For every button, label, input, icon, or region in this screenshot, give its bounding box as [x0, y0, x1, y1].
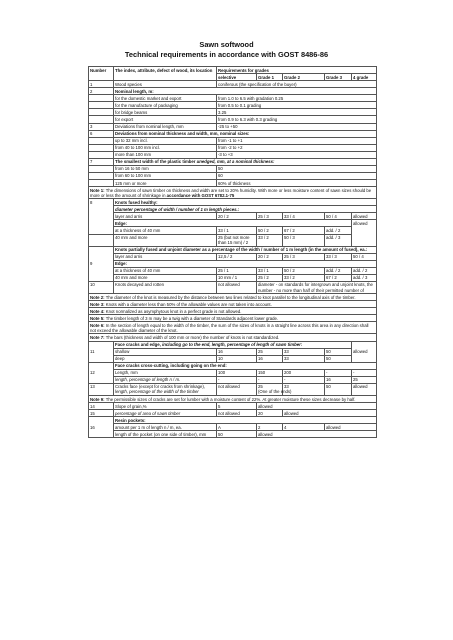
cell-grade-4: add. / 3 [352, 274, 377, 281]
cell-grade-2: 200 [283, 369, 325, 376]
row-label: Deviations from nominal thickness and width, mm, nominal sizes: [114, 130, 377, 137]
row-label: for the domestic market and export [114, 95, 217, 102]
row-label: 40 mm and more [114, 274, 217, 281]
cell-grade-2: 50 / 2 [283, 267, 325, 274]
table-row [89, 165, 377, 172]
row-label-italic: length, percentage of the width of the timber [115, 389, 199, 395]
row-label: Resin pockets: [114, 417, 377, 424]
table-row [89, 431, 377, 438]
cell-grade-1: 33 / 2 [257, 234, 283, 246]
note-row [89, 334, 377, 341]
note-lead: Note 2: [90, 294, 105, 300]
cell-grade-1: 150 [257, 369, 283, 376]
row-number: 15 [89, 410, 114, 417]
cell-grade-2: - [283, 376, 325, 383]
row-number: 14 [89, 403, 114, 410]
cell-grade-3: 50 [325, 348, 352, 355]
note-text: Knot normalized as asymphytous knot in a perfect grade is not allowed. [104, 308, 242, 314]
cell-grade-2: 33 [283, 348, 325, 355]
cell-grade-3: 16 [325, 376, 352, 383]
header-grade-1: Grade 1 [257, 74, 283, 81]
row-label [114, 341, 352, 348]
note-text: The diameter of the knot is measured by the distance between two lines related to knot parallel to the longitudinal axis of the timber. [104, 294, 356, 300]
row-label: Slope of grain,% [114, 403, 217, 410]
table-row [89, 274, 377, 281]
cell-grade-4: allowed [352, 383, 377, 395]
row-value: allowed [283, 410, 377, 417]
row-number: 2 [89, 88, 114, 95]
header-selective: selective [217, 74, 257, 81]
note-9 [89, 396, 377, 403]
table-row [89, 95, 377, 102]
note-4 [89, 308, 377, 315]
row-label-bold: including going on the end: [170, 363, 227, 369]
cell-selective: 50 [217, 431, 257, 438]
cell-grade-2: 50 / 3 [283, 234, 325, 246]
row-number: 13 [89, 383, 114, 395]
table-row [89, 130, 377, 137]
row-value: 60 [217, 172, 377, 179]
note-text: The dimensions of sawn timber on thickness and width are set to 20% humidity. With more or less moisture content of sawn sizes should be more or less the amount of shrinkage in [90, 187, 372, 198]
row-value: 60% of thickness [217, 180, 377, 187]
table-row [89, 341, 377, 348]
cell-grade-3: 50 / 4 [325, 213, 352, 220]
row-value: allowed [257, 403, 377, 410]
cell-grade-1: 2 [257, 424, 283, 431]
cell-grade-1: 25 [257, 348, 283, 355]
note-lead: Note 1: [90, 187, 105, 193]
cell-grade-1: 25 / 3 [257, 213, 283, 220]
note-lead: Note 4: [90, 308, 105, 314]
note-2 [89, 294, 377, 301]
cell-grade-2: 33 / 4 [283, 213, 325, 220]
cell-grade-1: 50 / 2 [257, 227, 283, 234]
row-label: Knots decayed and rotten [114, 281, 217, 293]
cell-grade-2: 4 [283, 424, 325, 431]
table-row [89, 376, 377, 383]
table-row [89, 88, 377, 95]
row-value: from -1 to +1 [217, 137, 377, 144]
row-number: 7 [89, 158, 114, 165]
cell-selective: 10 mm / 1 [217, 274, 257, 281]
note-text: The bars (thickness and width of 100 mm or more) the number of knots is not standardized. [104, 334, 280, 340]
row-number: 11 [89, 341, 114, 362]
note-row [89, 301, 377, 308]
row-label: more than 100 mm [114, 151, 217, 158]
note-row [89, 315, 377, 322]
cell-selective: A [217, 424, 257, 431]
cell-grade-3: add. / 2 [325, 267, 352, 274]
row-value: from -2 to +2 [217, 144, 377, 151]
cell-grade-2: 67 / 2 [283, 227, 325, 234]
note-lead: Note 3: [90, 301, 105, 307]
row-label: Nominal length, m: [114, 88, 377, 95]
cell-selective: not allowed [217, 383, 257, 395]
row-label: diameter percentage of width / number of 1 m length pieces.: [114, 206, 377, 213]
row-label: 40 mm and more [114, 234, 217, 246]
row-label: from 16 to 50 mm [114, 165, 217, 172]
note-text: Knots with a diameter less than 50% of the allowable values are not taken into account. [104, 301, 272, 307]
cell-selective: 16 [217, 348, 257, 355]
table-row [89, 417, 377, 424]
note-5 [89, 315, 377, 322]
table-row [89, 123, 377, 130]
cell-grade-4: add. / 2 [352, 267, 377, 274]
cell-grade-1: 33 / 1 [257, 267, 283, 274]
table-row [89, 369, 377, 376]
row-label: deep [114, 355, 217, 362]
header-number: Number [89, 67, 114, 81]
cell-selective: 25 / 1 [217, 267, 257, 274]
cell-grade-3: 33 / 3 [325, 253, 352, 260]
cell-grade-3: add. / 3 [325, 234, 352, 246]
row-number: 16 [89, 417, 114, 438]
cell-selective: - [217, 376, 257, 383]
row-label: 125 mm or more [114, 180, 217, 187]
note-1 [89, 187, 377, 199]
row-number: 10 [89, 281, 114, 293]
note-row [89, 308, 377, 315]
table-row [89, 424, 377, 431]
note-text: The timber length of 3 m may be a twig with a diameter of Standards adjacent lower grade. [104, 315, 279, 321]
table-row [89, 102, 377, 109]
row-value: -25 to +50 [217, 123, 377, 130]
row-number: 6 [89, 130, 114, 137]
cell-grade-3: 50 [325, 355, 352, 362]
row-label: for export [114, 116, 217, 123]
cell-selective: 100 [217, 369, 257, 376]
row-label: Wood species [114, 81, 217, 88]
row-label: layer and arris [114, 253, 217, 260]
note-row [89, 187, 377, 199]
row-label-italic: including go to the end, length, percentage of length of sawn timber: [162, 342, 303, 347]
row-label: from 40 to 100 mm incl. [114, 144, 217, 151]
cell-selective: 12,5 / 2 [217, 253, 257, 260]
row-number: 12 [89, 362, 114, 383]
table-row [89, 172, 377, 179]
cell-selective: 10 [217, 355, 257, 362]
cell-grade-3: add. / 2 [325, 227, 352, 234]
row-label-bold: The smallest width of the plastic timber [115, 159, 197, 165]
row-label: for bridge beams [114, 109, 217, 116]
cell-grade-2: 33 [283, 355, 325, 362]
row-label: Edge: [114, 220, 352, 227]
cell-note: (One of the ends) [258, 389, 292, 395]
cell-grade-3: 50 [325, 383, 352, 395]
table-row [89, 109, 377, 116]
row-label: Deviations from nominal length, mm [114, 123, 217, 130]
row-label: shallow [114, 348, 217, 355]
header-requirements: Requirements for grades [217, 67, 377, 74]
cell-grade-4: allowed [352, 220, 377, 246]
row-label: up to 32 mm incl. [114, 137, 217, 144]
note-lead: Note 6: [90, 322, 105, 328]
note-row [89, 396, 377, 403]
row-number: 9 [89, 246, 114, 281]
row-number: 3 [89, 123, 114, 130]
table-row [89, 220, 377, 227]
row-label [114, 383, 217, 395]
table-row [89, 151, 377, 158]
requirements-table [88, 66, 377, 438]
note-7 [89, 334, 377, 341]
cell-selective: 20 / 2 [217, 213, 257, 220]
cell-grade-4: allowed [352, 341, 377, 362]
table-row [89, 355, 377, 362]
row-label: at a thickness of 40 mm [114, 227, 217, 234]
note-row [89, 294, 377, 301]
row-number: 1 [89, 81, 114, 88]
header-index: The index, attribute, defect of wood, its location [114, 67, 217, 81]
cell-selective: 33 / 1 [217, 227, 257, 234]
cell-selective: 5 [217, 403, 257, 410]
row-value: from 0.5 to 0.1 grading [217, 102, 377, 109]
cell-value: 25 [258, 384, 263, 390]
row-label: length, percentage of length n / m. [114, 376, 217, 383]
row-label-italic: unedged, mm, at a nominal thickness: [196, 159, 275, 165]
row-value: coniferous (the specification of the buyer) [217, 81, 377, 88]
note-lead: Note 9: [90, 396, 105, 402]
note-text: In the section of length equal to the width of the timber, the sum of the sizes of knots in a straight line across this area in any direction shall not exceed the allowable diameter of the knot. [90, 322, 369, 333]
row-label: from 60 to 100 mm [114, 172, 217, 179]
table-row [89, 267, 377, 274]
row-label [114, 158, 377, 165]
table-row [89, 234, 377, 246]
row-label: for the manufacture of packaging [114, 102, 217, 109]
cell-grade-3: 67 / 2 [325, 274, 352, 281]
table-row [89, 158, 377, 165]
cell-grade-1: 25 / 2 [257, 274, 283, 281]
table-row [89, 213, 377, 220]
page-subtitle: Technical requirements in accordance with GOST 8486-86 [124, 50, 329, 59]
row-label: Edge: [114, 260, 377, 267]
note-6 [89, 322, 377, 334]
row-label: amount per 1 m of length n / m, ea. [114, 424, 217, 431]
cell-grade-1: - [257, 376, 283, 383]
note-text: The permissible sizes of cracks are set for lumber with a moisture content of 22%. At greater moisture these sizes decrease by half. [104, 396, 356, 402]
row-number: 8 [89, 199, 114, 234]
cell-grade-4: - [352, 369, 377, 376]
table-row [89, 227, 377, 234]
note-lead: Note 7: [90, 334, 105, 340]
table-row [89, 253, 377, 260]
table-row [89, 116, 377, 123]
table-row [89, 260, 377, 267]
header-grade-4: 4 grade [352, 74, 377, 81]
cell-grade-2: 25 / 3 [283, 253, 325, 260]
row-label: Knots fused healthy: [114, 199, 377, 206]
row-label: length of the pocket (on one side of timber), mm [114, 431, 217, 438]
row-label: Knots partially fused and unjoint diameter as a percentage of the width / number of 1 m length (in the amount of fused), ea.: [114, 246, 377, 253]
table-row [89, 403, 377, 410]
cell-grade-4: 25 [352, 376, 377, 383]
table-row [89, 348, 377, 355]
table-row [89, 281, 377, 293]
row-label-bold: Face cracks cross-cutting, [115, 363, 171, 369]
table-row [89, 206, 377, 213]
cell-grade-1: 20 [257, 410, 283, 417]
row-value: 3.25 [217, 109, 377, 116]
row-label-plain: Cracks face (except for cracks from shrinkage), [115, 384, 206, 390]
cell-selective: 25 (but not more than 15 mm) / 2 [217, 234, 257, 246]
note-lead: Note 5: [90, 315, 105, 321]
row-value: -3 to +3 [217, 151, 377, 158]
row-value: from 0.9 to 6.3 with 0.3 grading [217, 116, 377, 123]
cell-selective: not allowed [217, 410, 257, 417]
cell-selective: not allowed [217, 281, 257, 293]
table-header-row [89, 67, 377, 74]
header-grade-2: Grade 2 [283, 74, 325, 81]
page-title: Sawn softwood [199, 40, 254, 49]
table-row [89, 246, 377, 253]
note-row [89, 322, 377, 334]
table-row [89, 199, 377, 206]
table-row [89, 144, 377, 151]
header-grade-3: Grade 3 [325, 74, 352, 81]
table-row [89, 81, 377, 88]
row-label [114, 362, 377, 369]
row-label: layer and arris [114, 213, 217, 220]
cell-grade-3: - [325, 369, 352, 376]
row-label: at a thickness of 40 mm [114, 267, 217, 274]
table-row [89, 137, 377, 144]
row-value: 50 [217, 165, 377, 172]
cell-grade-2: 33 [283, 383, 325, 395]
note-3 [89, 301, 377, 308]
table-row [89, 362, 377, 369]
cell-grade-4: allowed [352, 213, 377, 220]
cell-grade-4: 50 / 4 [352, 253, 377, 260]
cell-grade-2: 33 / 2 [283, 274, 325, 281]
cell-grade-1: 16 [257, 355, 283, 362]
row-label: Length, mm [114, 369, 217, 376]
table-row [89, 383, 377, 395]
row-label: percentage of area of sawn timber [114, 410, 217, 417]
row-value: allowed [325, 424, 377, 431]
table-row [89, 410, 377, 417]
row-value: from 1.0 to 6.5 with gradation 0.25 [217, 95, 377, 102]
row-label-bold: Face cracks and edge, [115, 342, 163, 347]
row-value: diameter - on standards for intergrown and unjoint knots, the number - no more than half of their permitted number of [257, 281, 377, 293]
row-value: allowed [257, 431, 377, 438]
note-tail: accordance with GOST 6782.1-75 [166, 192, 235, 198]
table-row [89, 180, 377, 187]
cell-grade-1: 20 / 2 [257, 253, 283, 260]
